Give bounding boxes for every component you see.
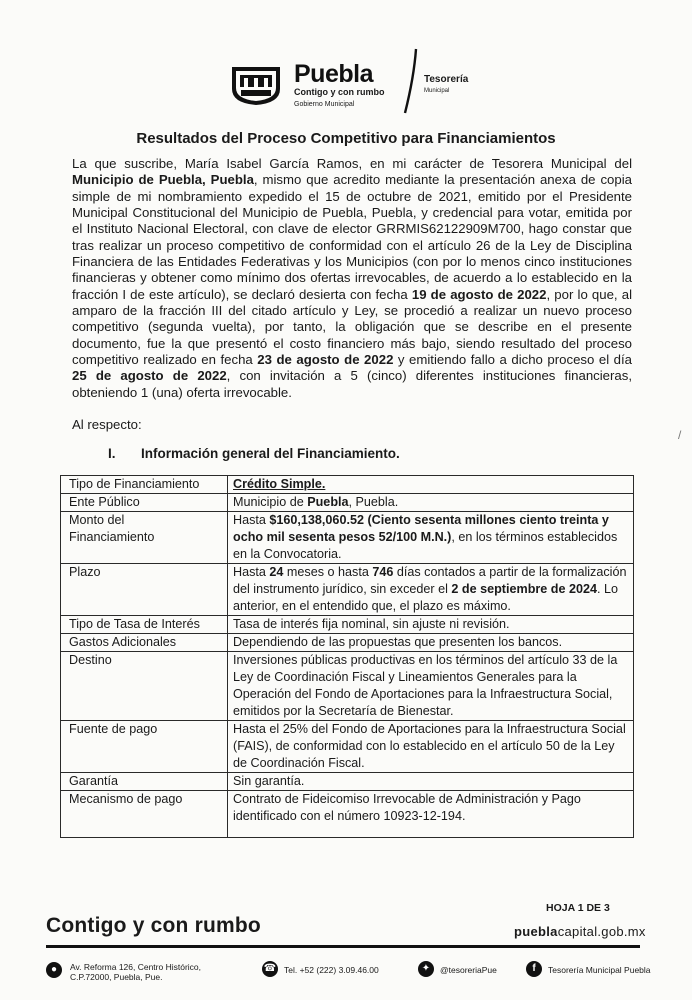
- paragraph-bold: 25 de agosto de 2022: [72, 368, 227, 384]
- row-label: Gastos Adicionales: [61, 634, 228, 652]
- phone-icon: ☎: [262, 961, 278, 977]
- section-number: I.: [108, 446, 116, 461]
- footer-phone: Tel. +52 (222) 3.09.46.00: [284, 965, 379, 975]
- paragraph-text: y emitiendo fallo a dicho proceso el día: [393, 352, 632, 368]
- section-title: Información general del Financiamiento.: [141, 446, 400, 461]
- row-label: Garantía: [61, 773, 228, 791]
- row-value: Inversiones públicas productivas en los términos del artículo 33 de la Ley de Coordinación Fiscal y Lineamientos Generales para la Operación del Fondo de Aportaciones para la Infraestructura Social, emitidos por la Secretaría de Bienestar.: [228, 652, 634, 721]
- table-row: [61, 476, 634, 494]
- twitter-icon: ✦: [418, 961, 434, 977]
- row-label: Mecanismo de pago: [61, 791, 228, 838]
- table-row: [61, 634, 634, 652]
- document-title: Resultados del Proceso Competitivo para Financiamientos: [136, 130, 556, 147]
- table-row: [61, 564, 634, 616]
- paragraph-text: , mismo que acredito mediante la presentación anexa de copia simple de mi nombramiento expedido el 15 de octubre de 2021, emitido por el Presidente Municipal Constitucional del Municipio de Puebla, Puebla, y credencial para votar, emitida por el Instituto Nacional Electoral, con clave de elector GRRMIS62122909M700, hago constar que tras realizar un proceso competitivo de conformidad con el artículo 26 de la Ley de Disciplina Financiera de las Entidades Federativas y los Municipios (con por lo menos cinco instituciones financieras y obtener como mínimo dos ofertas irrevocables, de acuerdo a lo establecido en la fracción I de este artículo), se declaró desierta con fecha: [72, 172, 632, 302]
- header-brand: Puebla: [294, 60, 373, 88]
- footer-twitter: @tesoreriaPue: [440, 965, 497, 975]
- footer-divider: [46, 945, 640, 948]
- row-value: Tasa de interés fija nominal, sin ajuste ni revisión.: [228, 616, 634, 634]
- puebla-coat-of-arms-logo: [228, 63, 284, 107]
- location-pin-icon: ●: [46, 962, 62, 978]
- financing-info-table: [60, 475, 634, 838]
- value-text: meses o hasta: [283, 565, 373, 579]
- row-label: Ente Público: [61, 494, 228, 512]
- site-light: capital.gob.mx: [557, 924, 646, 939]
- address-line: Av. Reforma 126, Centro Histórico,: [70, 962, 202, 972]
- table-row: [61, 616, 634, 634]
- paragraph-text: , por lo que, al amparo de la fracción III del citado artículo y Ley, se procedió a realizar un nuevo proceso competitivo (segunda vuelta), por tanto, la obligación que se describe en el presente documento, fue la que presentó el costo financiero más bajo, siendo resultado del proceso competitivo realizado en fecha: [72, 286, 633, 368]
- value-text: , en los términos establecidos en la Convocatoria.: [233, 530, 618, 561]
- value-text: Municipio de: [233, 495, 308, 509]
- row-value: Sin garantía.: [228, 773, 634, 791]
- row-label: Destino: [61, 652, 228, 721]
- footer-website: [514, 924, 646, 939]
- footer-address: [70, 962, 201, 982]
- value-text: días contados a partir de la formalización del instrumento jurídico, sin exceder el: [233, 565, 627, 596]
- paragraph-bold: Municipio de Puebla, Puebla: [72, 172, 254, 188]
- table-row: [61, 652, 634, 721]
- header-slogan: Contigo y con rumbo: [294, 87, 385, 97]
- header-office: Tesorería: [424, 74, 469, 85]
- header-divider-stroke: [402, 47, 420, 115]
- value-bold: 2 de septiembre de 2024: [451, 582, 598, 596]
- row-label: Tipo de Financiamiento: [61, 476, 228, 494]
- site-bold: puebla: [514, 924, 558, 939]
- row-value: [228, 512, 634, 564]
- row-label: Tipo de Tasa de Interés: [61, 616, 228, 634]
- row-label: Fuente de pago: [61, 721, 228, 773]
- value-text: . Lo anterior, en el entendido que, el plazo es máximo.: [233, 582, 619, 613]
- value-bold: Puebla: [307, 495, 349, 509]
- paragraph-text: , con invitación a 5 (cinco) diferentes instituciones financieras, obteniendo 1 (una) oferta irrevocable.: [72, 368, 632, 400]
- row-label: [61, 512, 228, 564]
- value-bold: 24: [269, 565, 284, 579]
- row-value: [228, 564, 634, 616]
- value-text: Hasta: [233, 565, 270, 579]
- credit-type-value: Crédito Simple.: [233, 477, 326, 491]
- row-value: Hasta el 25% del Fondo de Aportaciones para la Infraestructura Social (FAIS), de conformidad con lo establecido en el artículo 50 de la Ley de Coordinación Fiscal.: [228, 721, 634, 773]
- value-bold: $160,138,060.52 (Ciento sesenta millones ciento treinta y ocho mil sesenta pesos 52/100 M.N.): [233, 513, 609, 544]
- row-value: [228, 494, 634, 512]
- table-row: [61, 721, 634, 773]
- footer-slogan: Contigo y con rumbo: [46, 914, 261, 937]
- body-paragraph: [72, 156, 632, 401]
- row-label: Plazo: [61, 564, 228, 616]
- footer-facebook: Tesorería Municipal Puebla: [548, 965, 651, 975]
- respecto-text: Al respecto:: [72, 417, 142, 432]
- address-line: C.P.72000, Puebla, Pue.: [70, 972, 163, 982]
- table-row: [61, 512, 634, 564]
- row-value: Dependiendo de las propuestas que presenten los bancos.: [228, 634, 634, 652]
- value-bold: 746: [372, 565, 394, 579]
- header-government: Gobierno Municipal: [294, 101, 355, 108]
- table-row: [61, 773, 634, 791]
- value-text: Hasta: [233, 513, 270, 527]
- table-row: [61, 791, 634, 838]
- row-value: Contrato de Fideicomiso Irrevocable de Administración y Pago identificado con el número 10923-12-194.: [228, 791, 634, 838]
- paragraph-text: La que suscribe, María Isabel García Ramos, en mi carácter de Tesorera Municipal del: [72, 156, 632, 171]
- page-number: HOJA 1 DE 3: [546, 902, 610, 914]
- value-text: , Puebla.: [348, 495, 399, 509]
- row-value: [228, 476, 634, 494]
- facebook-icon: f: [526, 961, 542, 977]
- table-row: [61, 494, 634, 512]
- paragraph-bold: 19 de agosto de 2022: [411, 286, 547, 302]
- margin-mark: /: [678, 428, 682, 442]
- label-line: Monto del: [69, 513, 125, 527]
- header-office-sub: Municipal: [424, 88, 450, 94]
- paragraph-bold: 23 de agosto de 2022: [257, 352, 394, 368]
- label-line: Financiamiento: [69, 530, 155, 544]
